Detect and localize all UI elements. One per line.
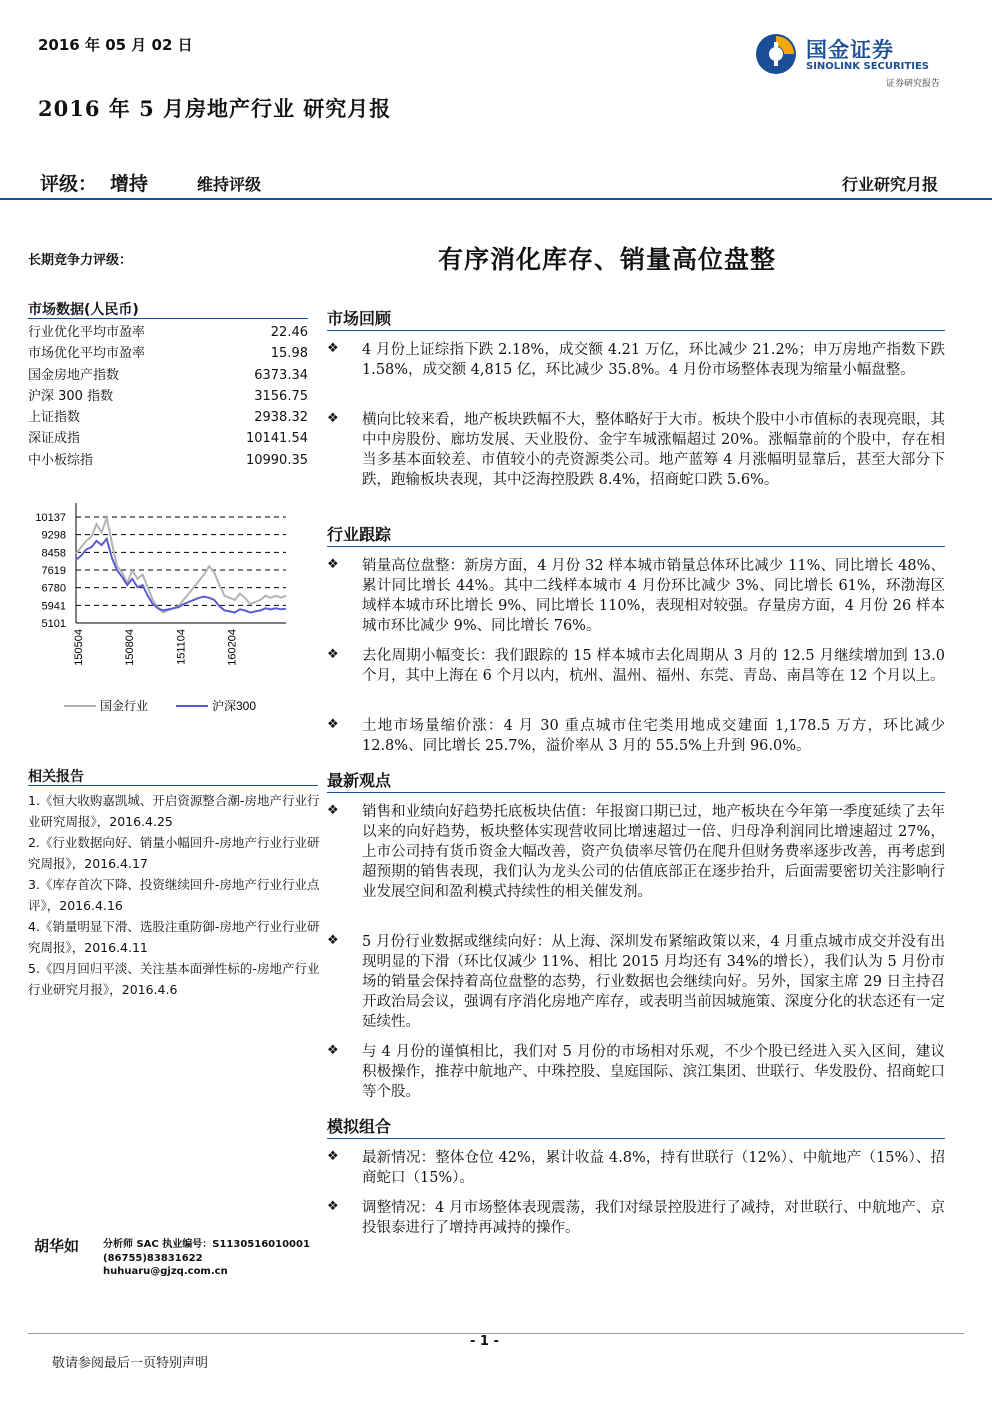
market-row-name: 行业优化平均市盈率 [28,325,146,340]
logo-text-cn: 国金证券 [806,38,894,62]
chart-x-tick-label: 150504 [73,629,85,666]
chart-y-tick-label: 8458 [41,547,66,560]
related-reports-title: 相关报告 [28,769,84,785]
market-row-name: 上证指数 [28,410,81,426]
bullet-item [327,1198,945,1238]
bullet-diamond-icon: ❖ [327,1149,339,1164]
bullet-item [327,340,945,380]
bullet-text: 土地市场量缩价涨：4 月 30 重点城市住宅类用地成交建面 1,178.5 万方，环比减少 12.8%、同比增长 25.7%，溢价率从 3 月的 55.5%上升到 96.0%。 [362,718,945,754]
market-row-value: 22.46 [270,325,308,340]
analyst-name: 胡华如 [34,1237,80,1255]
market-data-table [28,322,308,471]
bullet-text: 调整情况：4 月市场整体表现震荡，我们对绿景控股进行了减持，对世联行、中航地产、京投银泰进行了增持再减持的操作。 [362,1200,945,1236]
bullet-text: 与 4 月份的谨慎相比，我们对 5 月份的市场相对乐观，不少个股已经进入买入区间，建议积极操作，推荐中航地产、中珠控股、皇庭国际、滨江集团、世联行、华发股份、招商蛇口等个股。 [362,1044,945,1100]
chart-y-tick-label: 7619 [41,565,66,577]
bullet-text: 4 月份上证综指下跌 2.18%，成交额 4.21 万亿，环比减少 21.2%；申万房地产指数下跌 1.58%，成交额 4,815 亿，环比减少 35.8%。4 月份市场整体表现为缩量小幅盘整。 [362,342,945,378]
market-row-value: 10141.54 [245,431,308,447]
bullet-item [327,802,945,902]
company-logo [754,30,946,90]
section-divider [327,792,945,793]
chart-series-line [76,518,286,613]
bullet-diamond-icon: ❖ [327,557,339,572]
bullet-diamond-icon: ❖ [327,411,339,426]
report-type: 行业研究月报 [841,175,938,194]
bullet-text: 销量高位盘整：新房方面，4 月份 32 样本城市销量总体环比减少 11%、同比增长 48%、累计同比增长 44%。其中二线样本城市 4 月份环比减少 3%、同比增长 61%，环渤海区域样本城市环比增长 9%、同比增长 110%，表现相对较强。存量房方面，4 月份 26 样本城市环比减少 9%、同比增长 76%。 [362,558,945,634]
footer-disclaimer: 敬请参阅最后一页特别声明 [52,1356,209,1371]
chart-x-tick-label: 151104 [175,629,188,665]
section-title: 最新观点 [327,771,392,790]
chart-y-tick-label: 9298 [41,529,66,542]
analyst-phone: (86755)83831622 [103,1252,203,1264]
bullet-item [327,932,945,1032]
bullet-text: 5 月份行业数据或继续向好：从上海、深圳发布紧缩政策以来，4 月重点城市成交并没有出现明显的下滑（环比仅减少 11%、相比 2015 月均还有 34%的增长），我们认为 5 月份市场的销量会保持着高位盘整的态势，行业数据也会继续向好。另外，国家主席 29 日主持召开政治局会议，强调有序消化房地产库存，或表明当前因城施策、深度分化的状态还有一定延续性。 [362,934,945,1030]
report-title: 2016 年 5 月房地产行业 研究月报 [38,96,392,121]
market-row [28,322,308,343]
main-headline: 有序消化库存、销量高位盘整 [438,245,777,274]
bullet-item [327,716,945,756]
market-row-name: 沪深 300 指数 [28,388,114,404]
market-row-value: 3156.75 [254,388,308,404]
section-title: 行业跟踪 [327,525,392,544]
chart-y-tick-label: 6780 [41,582,66,595]
market-row [28,428,308,449]
bullet-diamond-icon: ❖ [327,341,339,356]
chart-x-tick-label: 150804 [124,629,137,666]
market-row [28,343,308,364]
chart-y-tick-label: 5941 [41,600,66,613]
bullet-text: 横向比较来看，地产板块跌幅不大，整体略好于大市。板块个股中小市值标的表现亮眼，其中中房股份、廊坊发展、天业股份、金宇车城涨幅超过 20%。涨幅靠前的个股中，存在相当多基本面较差、市值较小的壳资源类公司。地产蓝筹 4 月涨幅明显靠后，甚至大部分下跌，跑输板块表现，其中泛海控股跌 8.4%，招商蛇口跌 5.6%。 [362,412,945,488]
market-data-title: 市场数据(人民币) [28,302,139,318]
bullet-item [327,646,945,686]
market-row-value: 6373.34 [254,367,308,383]
analyst-info [103,1238,310,1279]
chart-y-tick-label: 5101 [41,618,66,630]
market-row-name: 中小板综指 [28,452,94,468]
market-row [28,386,308,407]
report-date: 2016 年 05 月 02 日 [38,36,193,54]
bullet-diamond-icon: ❖ [327,647,339,662]
related-reports-divider [28,785,318,786]
related-report-item[interactable]: 2.《行业数据向好、销量小幅回升-房地产行业行业研究周报》，2016.4.17 [28,835,320,871]
bullet-item [327,1148,945,1188]
section-divider [327,1138,945,1139]
chart-y-tick-label: 10137 [35,512,66,524]
market-row [28,365,308,386]
rating-value: 增持 [110,173,149,195]
index-line-chart [24,496,314,728]
rating-label: 评级： [40,173,98,195]
analyst-sac-id: 分析师 SAC 执业编号：S1130516010001 [103,1239,310,1250]
longterm-rating-label: 长期竞争力评级： [28,253,133,268]
market-row-name: 国金房地产指数 [28,367,120,383]
bullet-diamond-icon: ❖ [327,803,339,818]
section-title: 模拟组合 [327,1117,392,1136]
bullet-item [327,1042,945,1102]
market-row-name: 深证成指 [28,431,81,447]
market-row-name: 市场优化平均市盈率 [28,346,146,362]
market-row [28,407,308,428]
bullet-item [327,556,945,636]
section-divider [327,546,945,547]
bullet-diamond-icon: ❖ [327,933,339,948]
related-report-item[interactable]: 4.《销量明显下滑、选股注重防御-房地产行业行业研究周报》，2016.4.11 [28,919,320,955]
page-number: - 1 - [470,1334,499,1349]
market-row-value: 10990.35 [245,452,308,468]
market-row [28,450,308,471]
chart-legend-label: 沪深300 [212,699,257,713]
related-reports-list [28,790,320,1000]
bullet-diamond-icon: ❖ [327,1199,339,1214]
bullet-diamond-icon: ❖ [327,1043,339,1058]
related-report-item[interactable]: 1.《恒大收购嘉凯城、开启资源整合潮-房地产行业行业研究周报》，2016.4.25 [28,793,320,829]
chart-legend-label: 国金行业 [100,699,149,713]
rating-action: 维持评级 [197,175,262,194]
section-divider [327,330,945,331]
bullet-text: 去化周期小幅变长：我们跟踪的 15 样本城市去化周期从 3 月的 12.5 月继续增加到 13.0 个月，其中上海在 6 个月以内，杭州、温州、福州、东莞、青岛、南昌等在 12 个月以上。 [362,648,945,684]
bullet-text: 最新情况：整体仓位 42%，累计收益 4.8%，持有世联行（12%）、中航地产（15%）、招商蛇口（15%）。 [362,1150,945,1186]
logo-text-en: SINOLINK SECURITIES [806,61,929,72]
market-data-divider [28,318,308,319]
bullet-item [327,410,945,490]
chart-x-tick-label: 160204 [226,629,239,666]
logo-subtitle: 证券研究报告 [885,79,940,89]
bullet-text: 销售和业绩向好趋势托底板块估值：年报窗口期已过，地产板块在今年第一季度延续了去年以来的向好趋势，板块整体实现营收同比增速超过一倍、归母净利润同比增速超过 27%，上市公司持有货币资金大幅改善，资产负债率尽管仍在爬升但财务费率逐步改善，再考虑到超预期的销售表现，我们认为龙头公司的估值底部正在逐步抬升，后面需要密切关注影响行业发展空间和盈利模式持续性的相关催发剂。 [362,804,945,900]
market-row-value: 15.98 [270,346,308,362]
section-title: 市场回顾 [327,309,392,328]
related-report-item[interactable]: 5.《四月回归平淡、关注基本面弹性标的-房地产行业行业研究月报》，2016.4.6 [28,961,320,997]
related-report-item[interactable]: 3.《库存首次下降、投资继续回升-房地产行业行业点评》，2016.4.16 [28,877,320,913]
bullet-diamond-icon: ❖ [327,717,339,732]
market-row-value: 2938.32 [254,410,308,426]
sinolink-logo-icon [754,32,798,76]
analyst-email[interactable]: huhuaru@gjzq.com.cn [103,1266,228,1277]
